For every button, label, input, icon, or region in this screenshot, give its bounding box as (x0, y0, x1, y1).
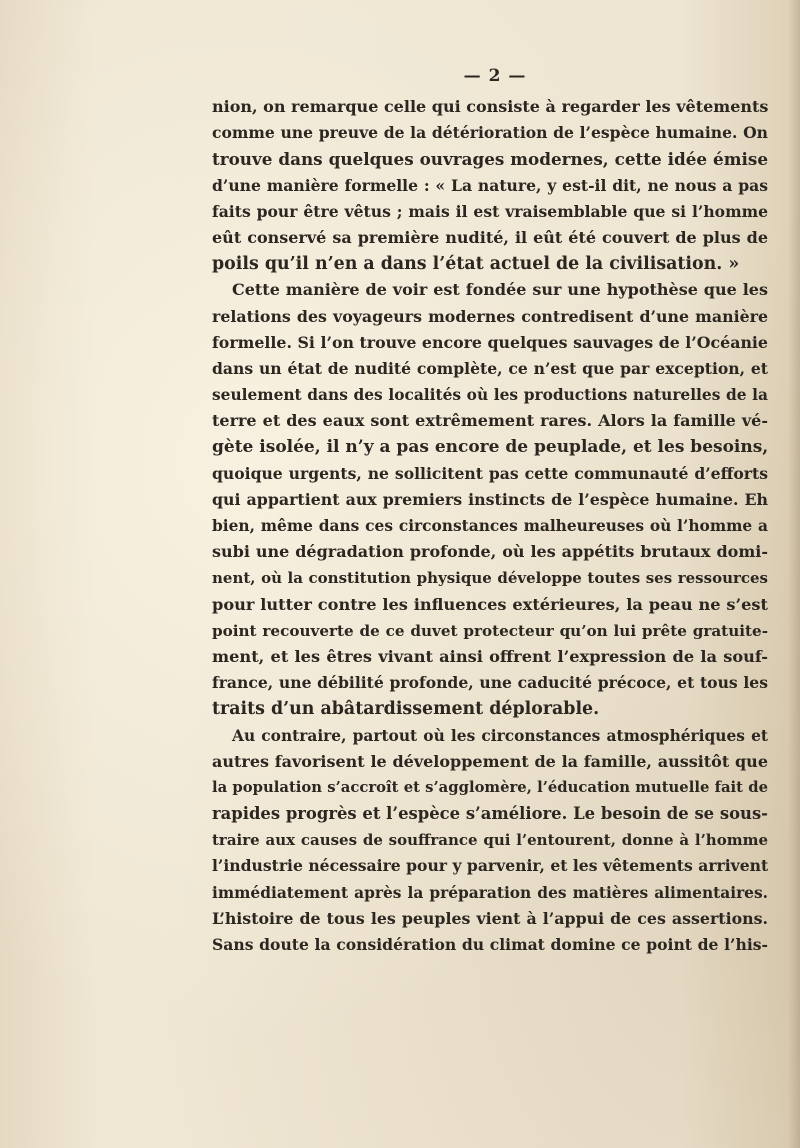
text-line: traire aux causes de souffrance qui l’entourent, donne à l’homme (212, 831, 768, 850)
text-line: trouve dans quelques ouvrages modernes, cette idée émise (212, 149, 768, 170)
text-line: comme une preuve de la détérioration de l’espèce humaine. On (212, 123, 768, 143)
text-line: france, une débilité profonde, une caducité précoce, et tous les (212, 673, 768, 693)
text-line: qui appartient aux premiers instincts de l’espèce humaine. Eh (212, 489, 768, 509)
text-line: la population s’accroît et s’agglomère, l’éducation mutuelle fait de (212, 778, 768, 796)
text-line: Sans doute la considération du climat domine ce point de l’his- (212, 935, 768, 954)
text-line: pour lutter contre les influences extérieures, la peau ne s’est (212, 594, 768, 614)
text-line: traits d’un abâtardissement déplorable. (212, 699, 600, 720)
text-line: ment, et les êtres vivant ainsi offrent l’expression de la souf- (212, 646, 768, 666)
text-line: Cette manière de voir est fondée sur une hypothèse que les (232, 280, 768, 300)
text-line: Au contraire, partout où les circonstances atmosphériques et (232, 726, 768, 745)
text-line: autres favorisent le développement de la famille, aussitôt que (212, 751, 768, 771)
text-line: formelle. Si l’on trouve encore quelques sauvages de l’Océanie (212, 332, 768, 352)
text-line: faits pour être vêtus ; mais il est vraisemblable que si l’homme (212, 201, 768, 221)
text-line: eût conservé sa première nudité, il eût été couvert de plus de (212, 227, 768, 247)
page-edge-shadow (788, 0, 800, 1148)
text-line: relations des voyageurs modernes contredisent d’une manière (212, 306, 768, 326)
text-line: poils qu’il n’en a dans l’état actuel de la civilisation. » (212, 254, 740, 275)
text-line: gète isolée, il n’y a pas encore de peuplade, et les besoins, (212, 437, 768, 458)
text-line: quoique urgents, ne sollicitent pas cette communauté d’efforts (212, 463, 768, 483)
text-line: nent, où la constitution physique développe toutes ses ressources (212, 569, 768, 588)
body-text (212, 94, 768, 958)
text-line: L’histoire de tous les peuples vient à l’appui de ces assertions. (212, 908, 768, 928)
text-line: immédiatement après la préparation des matières alimentaires. (212, 883, 768, 902)
text-line: point recouverte de ce duvet protecteur qu’on lui prête gratuite- (212, 621, 768, 640)
text-line: subi une dégradation profonde, où les appétits brutaux domi- (212, 542, 768, 562)
text-line: d’une manière formelle : « La nature, y est-il dit, ne nous a pas (212, 175, 768, 195)
text-line: dans un état de nudité complète, ce n’est que par exception, et (212, 358, 768, 378)
text-line: bien, même dans ces circonstances malheureuses où l’homme a (212, 517, 768, 535)
text-line: nion, on remarque celle qui consiste à regarder les vêtements (212, 97, 768, 116)
text-line: terre et des eaux sont extrêmement rares. Alors la famille vé- (212, 411, 768, 431)
text-line: seulement dans des localités où les productions naturelles de la (212, 386, 768, 405)
page-number: — 2 — (463, 66, 527, 86)
text-line: l’industrie nécessaire pour y parvenir, et les vêtements arrivent (212, 856, 768, 876)
text-line: rapides progrès et l’espèce s’améliore. Le besoin de se sous- (212, 804, 768, 824)
